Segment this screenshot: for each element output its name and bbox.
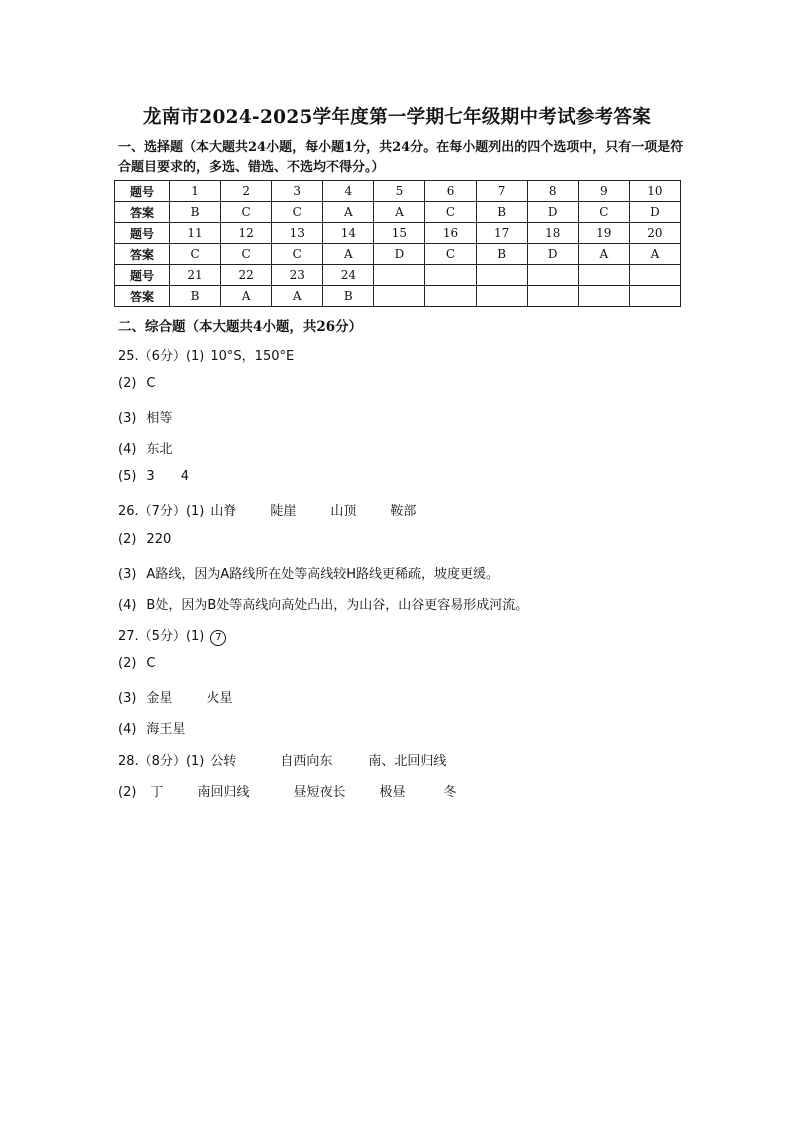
answer-line <box>118 750 446 769</box>
question-number-cell: 15 <box>374 223 425 244</box>
answer-cell: D <box>527 244 578 265</box>
answer-text: B处，因为B处等高线向高处凸出，为山谷，山谷更容易形成河流。 <box>146 598 529 613</box>
question-label: (2) <box>118 785 137 800</box>
answer-text: 220 <box>146 532 172 547</box>
question-number-cell: 13 <box>272 223 323 244</box>
answer-text: 山脊 <box>210 504 237 519</box>
answer-cell: B <box>170 202 221 223</box>
question-label: (4) <box>118 442 137 457</box>
row-label: 答案 <box>115 244 170 265</box>
answer-cell: B <box>476 244 527 265</box>
question-number-cell: 10 <box>629 181 680 202</box>
question-label: (2) <box>118 376 137 391</box>
question-number-cell <box>425 265 476 286</box>
answer-cell <box>476 286 527 307</box>
answer-text: 南回归线 <box>197 785 250 800</box>
answer-text: C <box>146 656 156 671</box>
answer-line <box>118 718 185 737</box>
answer-text: 金星 <box>146 691 173 706</box>
answer-text: 3 <box>146 469 155 484</box>
answer-cell: A <box>374 202 425 223</box>
answer-cell: A <box>221 286 272 307</box>
answer-cell <box>578 286 629 307</box>
answer-text: 公转 <box>210 754 237 769</box>
answer-text: 南、北回归线 <box>368 754 447 769</box>
question-label: (5) <box>118 469 137 484</box>
question-number-cell: 14 <box>323 223 374 244</box>
section1-heading: 一、选择题（本大题共24小题，每小题1分，共24分。在每小题列出的四个选项中，只有一项是符合题目要求的，多选、错选、不选均不得分。） <box>118 140 684 175</box>
answer-table <box>114 180 681 307</box>
table-row-numbers <box>115 181 681 202</box>
answer-line <box>118 345 294 364</box>
question-number-cell: 2 <box>221 181 272 202</box>
answer-text: 冬 <box>443 785 457 800</box>
answer-line <box>118 656 156 671</box>
answer-text: 相等 <box>146 411 173 426</box>
answer-cell: C <box>425 202 476 223</box>
answer-line <box>118 594 528 613</box>
answer-line <box>118 563 499 582</box>
question-number-cell: 11 <box>170 223 221 244</box>
question-number-cell: 19 <box>578 223 629 244</box>
answer-cell: A <box>578 244 629 265</box>
answer-line <box>118 500 416 519</box>
question-number-cell <box>578 265 629 286</box>
answer-line <box>118 781 457 800</box>
answer-line <box>118 687 232 706</box>
section2-heading: 二、综合题（本大题共4小题，共26分） <box>118 319 363 335</box>
answer-cell: C <box>170 244 221 265</box>
answer-text: 自西向东 <box>280 754 333 769</box>
answer-line <box>118 438 172 457</box>
answer-cell: C <box>425 244 476 265</box>
question-number-cell: 22 <box>221 265 272 286</box>
answer-cell: C <box>221 244 272 265</box>
question-label: 25.（6分）(1) <box>118 349 205 364</box>
question-number-cell: 20 <box>629 223 680 244</box>
answer-line <box>118 407 172 426</box>
answer-line <box>118 376 156 391</box>
answer-cell: A <box>629 244 680 265</box>
question-number-cell: 6 <box>425 181 476 202</box>
answer-cell: A <box>323 202 374 223</box>
answer-text: 海王星 <box>146 722 186 737</box>
row-label: 题号 <box>115 223 170 244</box>
row-label: 题号 <box>115 181 170 202</box>
question-label: (4) <box>118 598 137 613</box>
answer-text: 陡崖 <box>270 504 297 519</box>
question-number-cell: 3 <box>272 181 323 202</box>
question-label: 28.（8分）(1) <box>118 754 205 769</box>
answer-text: 山顶 <box>330 504 357 519</box>
answer-line <box>118 469 189 484</box>
question-number-cell: 4 <box>323 181 374 202</box>
question-number-cell: 23 <box>272 265 323 286</box>
circled-seven-answer: 7 <box>210 630 226 646</box>
answer-cell <box>374 286 425 307</box>
question-number-cell: 1 <box>170 181 221 202</box>
answer-text: 极昼 <box>379 785 406 800</box>
answer-cell: B <box>323 286 374 307</box>
answer-cell <box>425 286 476 307</box>
question-label: (2) <box>118 656 137 671</box>
question-number-cell <box>374 265 425 286</box>
question-label: (2) <box>118 532 137 547</box>
question-number-cell <box>629 265 680 286</box>
answer-cell: B <box>170 286 221 307</box>
answer-cell: C <box>221 202 272 223</box>
row-label: 答案 <box>115 286 170 307</box>
question-number-cell: 12 <box>221 223 272 244</box>
answer-cell: D <box>527 202 578 223</box>
question-number-cell <box>527 265 578 286</box>
answer-cell: A <box>272 286 323 307</box>
table-row-answers <box>115 202 681 223</box>
table-row-numbers <box>115 265 681 286</box>
question-number-cell: 16 <box>425 223 476 244</box>
answer-text: 4 <box>180 469 189 484</box>
answer-line <box>118 532 171 547</box>
answer-text: A路线，因为A路线所在处等高线较H路线更稀疏，坡度更缓。 <box>146 567 499 582</box>
answer-cell: A <box>323 244 374 265</box>
row-label: 题号 <box>115 265 170 286</box>
question-label: 27.（5分）(1) <box>118 629 205 644</box>
answer-text: C <box>146 376 156 391</box>
table-row-answers <box>115 286 681 307</box>
answer-cell: C <box>272 244 323 265</box>
answer-text: 东北 <box>146 442 173 457</box>
answer-text: 丁 <box>150 785 164 800</box>
question-number-cell: 18 <box>527 223 578 244</box>
question-number-cell <box>476 265 527 286</box>
question-label: 26.（7分）(1) <box>118 504 205 519</box>
question-number-cell: 5 <box>374 181 425 202</box>
table-row-answers <box>115 244 681 265</box>
question-number-cell: 7 <box>476 181 527 202</box>
question-number-cell: 9 <box>578 181 629 202</box>
answer-text: 10°S，150°E <box>210 349 295 364</box>
answer-cell <box>629 286 680 307</box>
answer-cell: D <box>374 244 425 265</box>
answer-line <box>118 625 226 646</box>
question-number-cell: 21 <box>170 265 221 286</box>
row-label: 答案 <box>115 202 170 223</box>
answer-cell: D <box>629 202 680 223</box>
question-number-cell: 8 <box>527 181 578 202</box>
answer-text: 昼短夜长 <box>293 785 346 800</box>
question-number-cell: 24 <box>323 265 374 286</box>
answer-cell: C <box>272 202 323 223</box>
answer-cell: B <box>476 202 527 223</box>
answer-text: 火星 <box>206 691 233 706</box>
answer-text: 鞍部 <box>390 504 417 519</box>
table-row-numbers <box>115 223 681 244</box>
question-number-cell: 17 <box>476 223 527 244</box>
answer-cell: C <box>578 202 629 223</box>
question-label: (4) <box>118 722 137 737</box>
question-label: (3) <box>118 691 137 706</box>
question-label: (3) <box>118 567 137 582</box>
question-label: (3) <box>118 411 137 426</box>
answer-cell <box>527 286 578 307</box>
page-title: 龙南市2024-2025学年度第一学期七年级期中考试参考答案 <box>142 107 652 128</box>
